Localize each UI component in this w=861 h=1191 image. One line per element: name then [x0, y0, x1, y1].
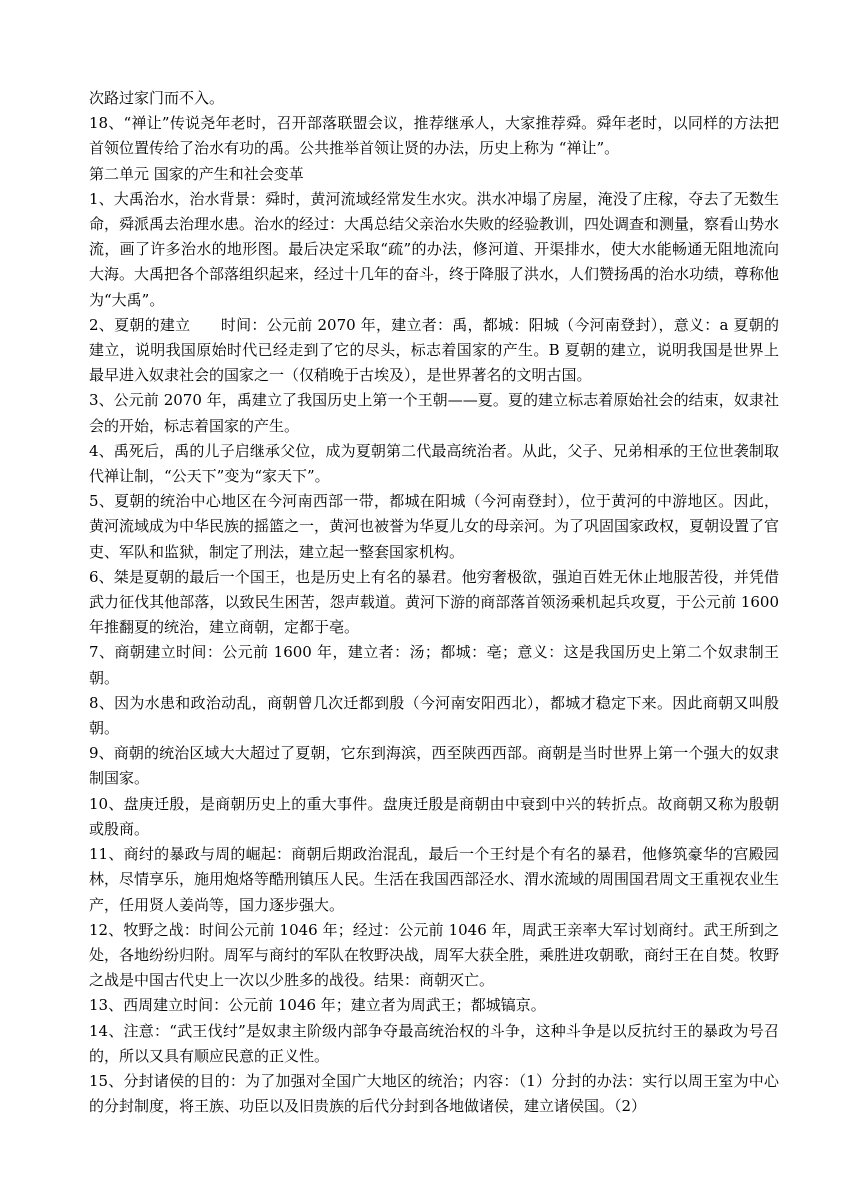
paragraph-1-dayu-flood-control: 1、大禹治水，治水背景：舜时，黄河流域经常发生水灾。洪水冲塌了房屋，淹没了庄稼，夺去了无数生命，舜派禹去治理水患。治水的经过：大禹总结父亲治水失败的经验教训，四处调查和测量，察看山势水流，画了许多治水的地形图。最后决定采取“疏”的办法，修河道、开渠排水，使大水能畅通无阻地流向大海。大禹把各个部落组织起来，经过十几年的奋斗，终于降服了洪水，人们赞扬禹的治水功绩，尊称他为“大禹”。 [89, 189, 780, 309]
paragraph-14-note: 14、注意：“武王伐纣”是奴隶主阶级内部争夺最高统治权的斗争，这种斗争是以反抗纣王的暴政为号召的，所以又具有顺应民意的正义性。 [89, 1021, 779, 1065]
paragraph-2-xia-founding: 2、夏朝的建立 时间：公元前 2070 年，建立者：禹，都城：阳城（今河南登封），意义：a 夏朝的建立，说明我国原始时代已经走到了它的尽头，标志着国家的产生。B 夏朝的建立，说明我国是世界上最早进入奴隶社会的国家之一（仅稍晚于古埃及），是世界著名的文明古国。 [89, 315, 779, 385]
paragraph-15-fengjian: 15、分封诸侯的目的：为了加强对全国广大地区的统治；内容：（1）分封的办法：实行以周王室为中心的分封制度，将王族、功臣以及旧贵族的后代分封到各地做诸侯，建立诸侯国。（2） [89, 1071, 779, 1116]
paragraph-12-muye-battle: 12、牧野之战：时间公元前 1046 年；经过：公元前 1046 年，周武王亲率大军讨划商纣。武王所到之处，各地纷纷归附。周军与商纣的军队在牧野决战，周军大获全胜，乘胜进攻朝歌，商纣王在自焚。牧野之战是中国古代史上一次以少胜多的战役。结果：商朝灭亡。 [89, 920, 780, 990]
paragraph-3-first-dynasty: 3、公元前 2070 年，禹建立了我国历史上第一个王朝——夏。夏的建立标志着原始社会的结束，奴隶社会的开始，标志着国家的产生。 [89, 391, 779, 435]
paragraph-13-western-zhou: 13、西周建立时间：公元前 1046 年；建立者为周武王；都城镐京。 [89, 996, 546, 1015]
paragraph-9-shang-territory: 9、商朝的统治区域大大超过了夏朝，它东到海滨，西至陕西西部。商朝是当时世界上第一个强大的奴隶制国家。 [89, 744, 779, 788]
paragraph-continuation: 次路过家门而不入。 [89, 89, 225, 107]
paragraph-7-shang-founding: 7、商朝建立时间：公元前 1600 年，建立者：汤；都城：亳；意义：这是我国历史上第二个奴隶制王朝。 [89, 643, 779, 687]
paragraph-4-qi-succession: 4、禹死后，禹的儿子启继承父位，成为夏朝第二代最高统治者。从此，父子、兄弟相承的王位世袭制取代禅让制，“公天下”变为“家天下”。 [89, 441, 779, 486]
document-body [89, 86, 779, 1119]
paragraph-6-jie: 6、桀是夏朝的最后一个国王，也是历史上有名的暴君。他穷奢极欲，强迫百姓无休止地服苦役，并凭借武力征伐其他部落，以致民生困苦，怨声载道。黄河下游的商部落首领汤乘机起兵攻夏，于公元前 1600 年推翻夏的统治，建立商朝，定都于亳。 [89, 567, 779, 637]
section-heading-unit-2: 第二单元 国家的产生和社会变革 [89, 164, 304, 183]
paragraph-5-xia-center: 5、夏朝的统治中心地区在今河南西部一带，都城在阳城（今河南登封），位于黄河的中游地区。因此，黄河流域成为中华民族的摇篮之一，黄河也被誉为华夏儿女的母亲河。为了巩固国家政权，夏朝设置了官吏、军队和监狱，制定了刑法，建立起一整套国家机构。 [89, 492, 780, 561]
paragraph-18-shanrang: 18、“禅让”传说尧年老时，召开部落联盟会议，推荐继承人，大家推荐舜。舜年老时，以同样的方法把首领位置传给了治水有功的禹。公共推举首领让贤的办法，历史上称为 “禅让”。 [89, 114, 779, 158]
paragraph-10-pangeng: 10、盘庚迁殷，是商朝历史上的重大事件。盘庚迁殷是商朝由中衰到中兴的转折点。故商朝又称为殷朝或殷商。 [89, 794, 779, 838]
paragraph-8-yin-capital: 8、因为水患和政治动乱，商朝曾几次迁都到殷（今河南安阳西北），都城才稳定下来。因此商朝又叫殷朝。 [89, 693, 779, 738]
paragraph-11-zhou-rise: 11、商纣的暴政与周的崛起：商朝后期政治混乱，最后一个王纣是个有名的暴君，他修筑豪华的宫殿园林，尽情享乐，施用炮烙等酷刑镇压人民。生活在我国西部泾水、渭水流域的周围国君周文王重视农业生产，任用贤人姜尚等，国力逐步强大。 [89, 845, 780, 914]
